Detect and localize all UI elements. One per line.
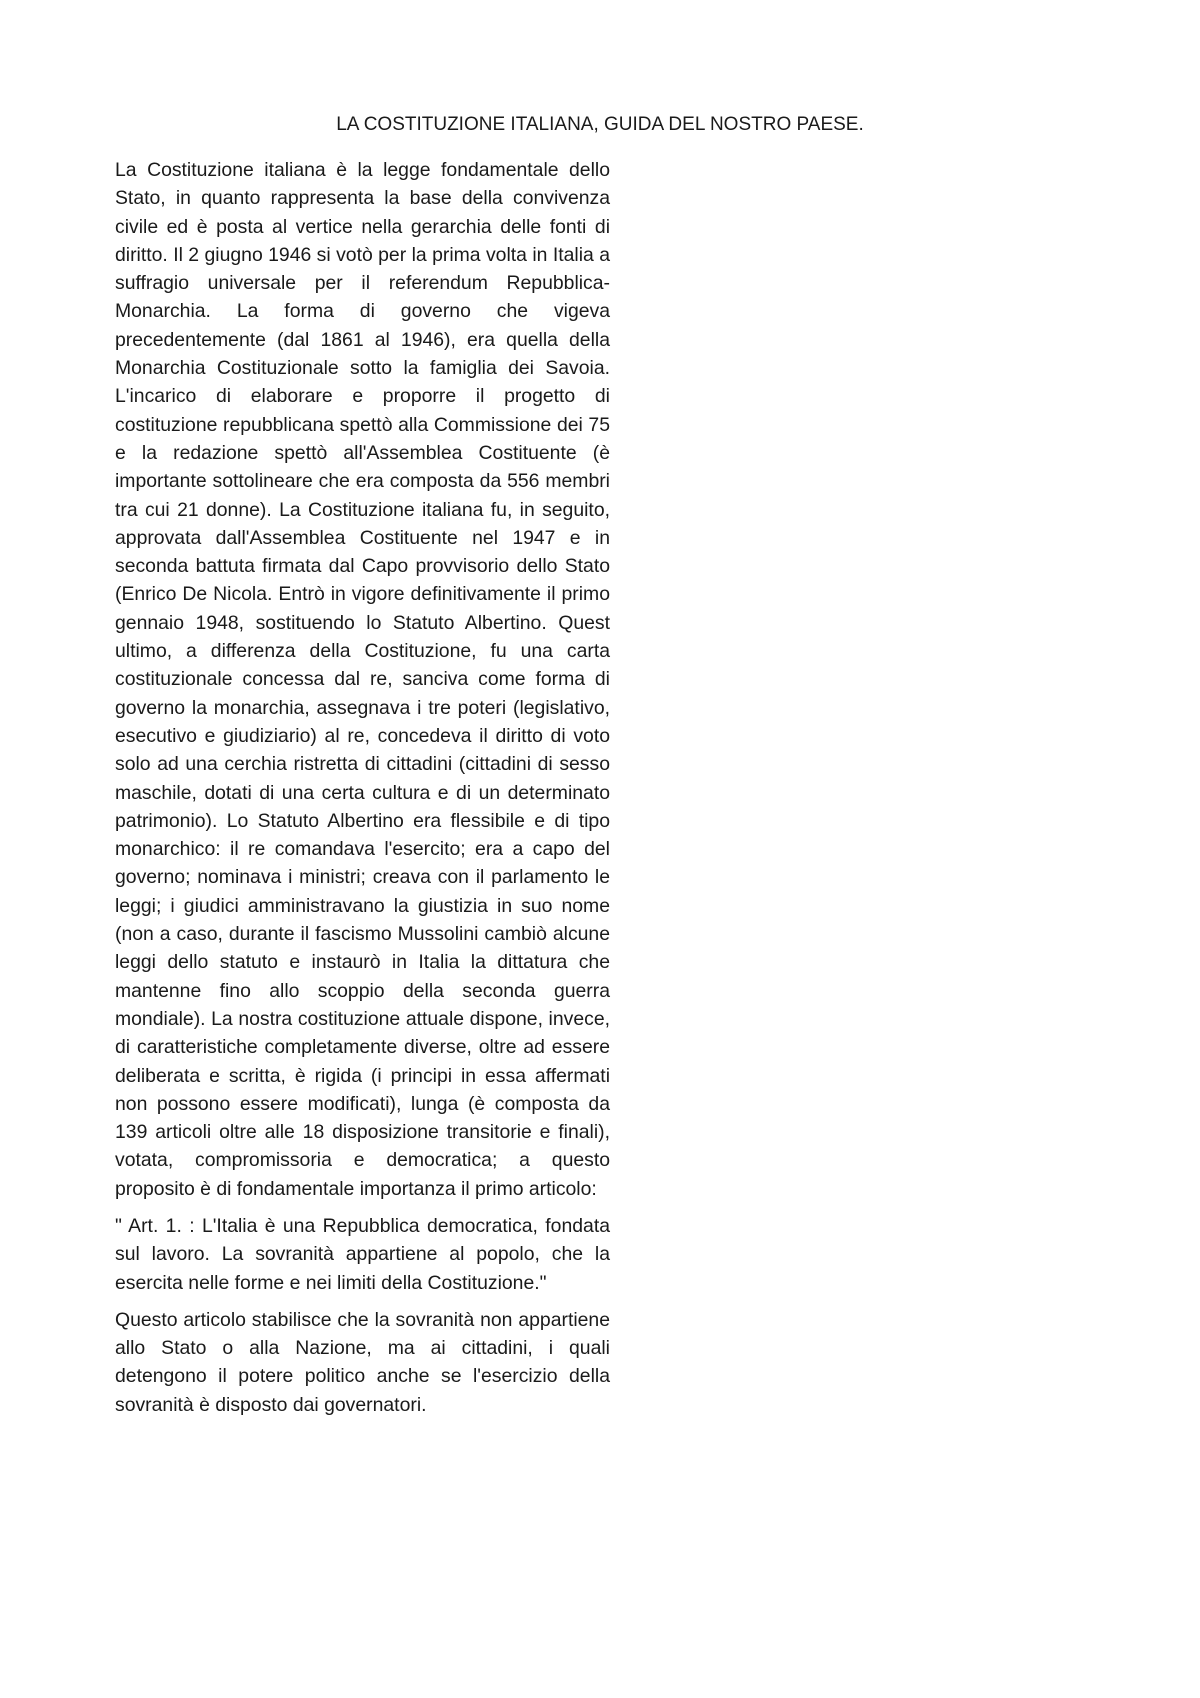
paragraph-article-quote: " Art. 1. : L'Italia è una Repubblica democratica, fondata sul lavoro. La sovranità appartiene al popolo, che la esercita nelle forme e nei limiti della Costituzione." <box>115 1214 610 1294</box>
body-text-column <box>115 156 610 1428</box>
paragraph-intro: La Costituzione italiana è la legge fondamentale dello Stato, in quanto rappresenta la base della convivenza civile ed è posta al vertice nella gerarchia delle fonti di diritto. Il 2 giugno 1946 si votò per la prima volta in Italia a suffragio universale per il referendum Repubblica-Monarchia. La forma di governo che vigeva precedentemente (dal 1861 al 1946), era quella della Monarchia Costituzionale sotto la famiglia dei Savoia. L'incarico di elaborare e proporre il progetto di costituzione repubblicana spettò alla Commissione dei 75 e la redazione spettò all'Assemblea Costituente (è importante sottolineare che era composta da 556 membri tra cui 21 donne). La Costituzione italiana fu, in seguito, approvata dall'Assemblea Costituente nel 1947 e in seconda battuta firmata dal Capo provvisorio dello Stato (Enrico De Nicola. Entrò in vigore definitivamente il primo gennaio 1948, sostituendo lo Statuto Albertino. Quest ultimo, a differenza della Costituzione, fu una carta costituzionale concessa dal re, sanciva come forma di governo la monarchia, assegnava i tre poteri (legislativo, esecutivo e giudiziario) al re, concedeva il diritto di voto solo ad una cerchia ristretta di cittadini (cittadini di sesso maschile, dotati di una certa cultura e di un determinato patrimonio). Lo Statuto Albertino era flessibile e di tipo monarchico: il re comandava l'esercito; era a capo del governo; nominava i ministri; creava con il parlamento le leggi; i giudici amministravano la giustizia in suo nome (non a caso, durante il fascismo Mussolini cambiò alcune leggi dello statuto e instaurò in Italia la dittatura che mantenne fino allo scoppio della seconda guerra mondiale). La nostra costituzione attuale dispone, invece, di caratteristiche completamente diverse, oltre ad essere deliberata e scritta, è rigida (i principi in essa affermati non possono essere modificati), lunga (è composta da 139 articoli oltre alle 18 disposizione transitorie e finali), votata, compromissoria e democratica; a questo proposito è di fondamentale importanza il primo articolo: <box>115 159 610 1200</box>
paragraph-conclusion: Questo articolo stabilisce che la sovranità non appartiene allo Stato o alla Nazione, ma ai cittadini, i quali detengono il potere politico anche se l'esercizio della sovranità è disposto dai governatori. <box>115 1308 610 1416</box>
document-title: LA COSTITUZIONE ITALIANA, GUIDA DEL NOSTRO PAESE. <box>336 114 864 135</box>
